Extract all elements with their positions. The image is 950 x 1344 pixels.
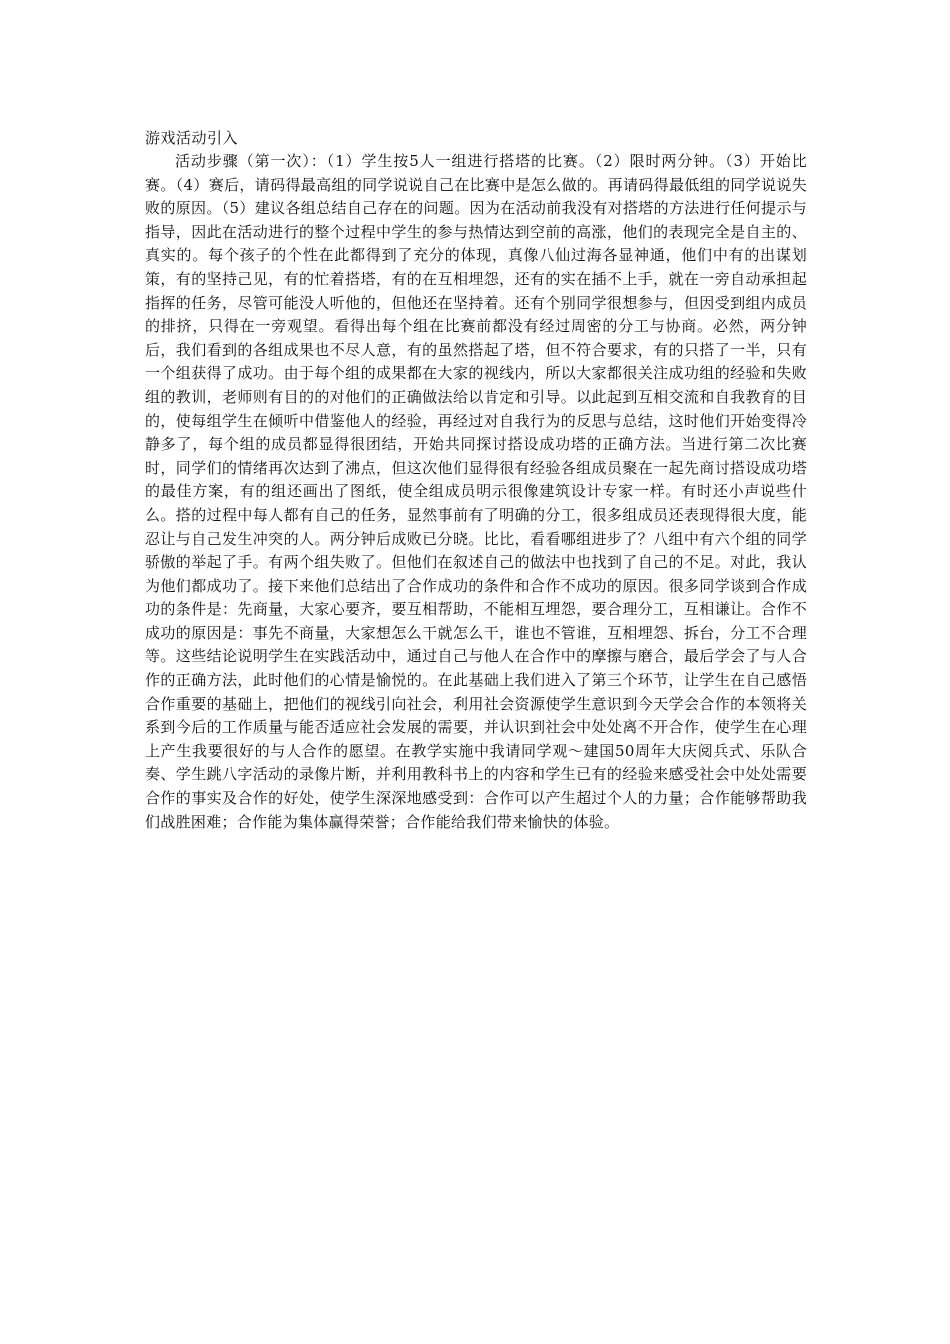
document-content <box>145 126 807 834</box>
body-paragraph: 活动步骤（第一次）：（1）学生按5人一组进行搭塔的比赛。（2）限时两分钟。（3）开始比赛。（4）赛后，请码得最高组的同学说说自己在比赛中是怎么做的。再请码得最低组的同学说说失败的原因。（5）建议各组总结自己存在的问题。因为在活动前我没有对搭塔的方法进行任何提示与指导，因此在活动进行的整个过程中学生的参与热情达到空前的高涨，他们的表现完全是自主的、真实的。每个孩子的个性在此都得到了充分的体现，真像八仙过海各显神通，他们中有的出谋划策，有的坚持己见，有的忙着搭塔，有的在互相埋怨，还有的实在插不上手，就在一旁自动承担起指挥的任务，尽管可能没人听他的，但他还在坚持着。还有个别同学很想参与，但因受到组内成员的排挤，只得在一旁观望。看得出每个组在比赛前都没有经过周密的分工与协商。必然，两分钟后，我们看到的各组成果也不尽人意，有的虽然搭起了塔，但不符合要求，有的只搭了一半，只有一个组获得了成功。由于每个组的成果都在大家的视线内，所以大家都很关注成功组的经验和失败组的教训，老师则有目的的对他们的正确做法给以肯定和引导。以此起到互相交流和自我教育的目的，使每组学生在倾听中借鉴他人的经验，再经过对自我行为的反思与总结，这时他们开始变得冷静多了，每个组的成员都显得很团结，开始共同探讨搭设成功塔的正确方法。当进行第二次比赛时，同学们的情绪再次达到了沸点，但这次他们显得很有经验各组成员聚在一起先商讨搭设成功塔的最佳方案，有的组还画出了图纸，使全组成员明示很像建筑设计专家一样。有时还小声说些什么。搭的过程中每人都有自己的任务，显然事前有了明确的分工，很多组成员还表现得很大度，能忍让与自己发生冲突的人。两分钟后成败已分晓。比比，看看哪组进步了？八组中有六个组的同学骄傲的举起了手。有两个组失败了。但他们在叙述自己的做法中也找到了自己的不足。对此，我认为他们都成功了。接下来他们总结出了合作成功的条件和合作不成功的原因。很多同学谈到合作成功的条件是：先商量，大家心要齐，要互相帮助，不能相互埋怨，要合理分工，互相谦让。合作不成功的原因是：事先不商量，大家想怎么干就怎么干，谁也不管谁，互相埋怨、拆台，分工不合理等。这些结论说明学生在实践活动中，通过自己与他人在合作中的摩擦与磨合，最后学会了与人合作的正确方法，此时他们的心情是愉悦的。在此基础上我们进入了第三个环节，让学生在自己感悟合作重要的基础上，把他们的视线引向社会，利用社会资源使学生意识到今天学会合作的本领将关系到今后的工作质量与能否适应社会发展的需要，并认识到社会中处处离不开合作，使学生在心理上产生我要很好的与人合作的愿望。在教学实施中我请同学观～建国50周年大庆阅兵式、乐队合奏、学生跳八字活动的录像片断，并利用教科书上的内容和学生已有的经验来感受社会中处处需要合作的事实及合作的好处，使学生深深地感受到：合作可以产生超过个人的力量；合作能够帮助我们战胜困难；合作能为集体赢得荣誉；合作能给我们带来愉快的体验。 <box>145 152 807 831</box>
document-title: 游戏活动引入 <box>145 129 239 147</box>
